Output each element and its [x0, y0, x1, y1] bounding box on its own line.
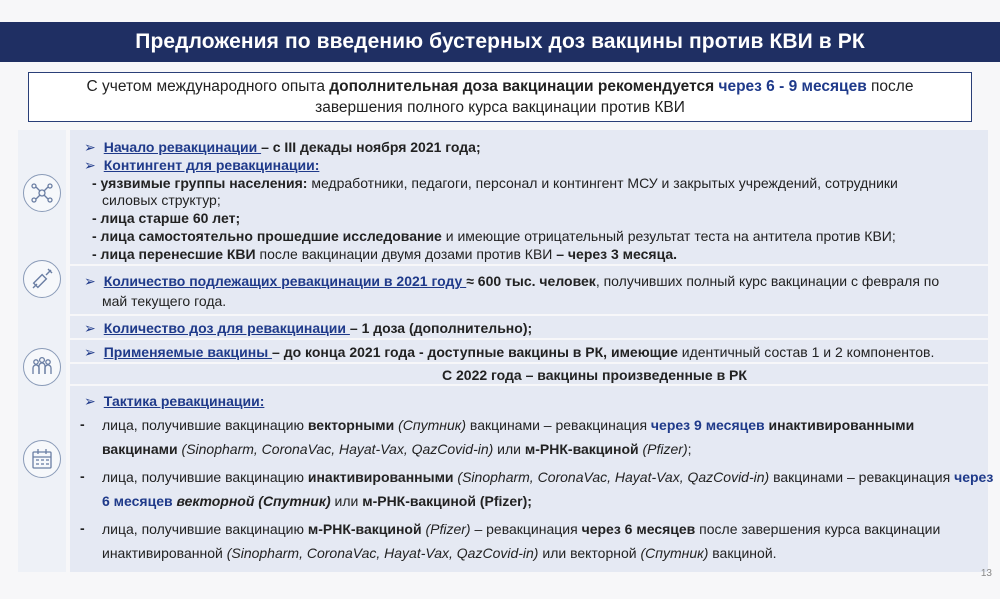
- tactic-2-line-1: [102, 468, 993, 486]
- vuln-line: [92, 174, 898, 192]
- t3-a: лица, получившие вакцинацию: [102, 521, 308, 537]
- count-line: [84, 272, 939, 290]
- section-vaccines: [70, 340, 988, 362]
- start-line: [84, 138, 481, 156]
- t3-b: м-РНК-вакциной: [307, 521, 422, 537]
- section-count: [70, 266, 988, 314]
- research-label: - лица самостоятельно прошедшие исследование: [92, 228, 442, 244]
- intro-part: С учетом международного опыта: [86, 78, 330, 95]
- icon-column: [18, 130, 66, 572]
- t3-e: через 6 месяцев: [581, 521, 696, 537]
- covid-line: [92, 245, 677, 263]
- page-number: 13: [980, 568, 992, 579]
- t2-g: векторной (Спутник): [172, 493, 331, 509]
- contingent-line: [84, 156, 319, 174]
- crowd-icon: [23, 348, 61, 386]
- start-value: – с III декады ноября 2021 года;: [261, 139, 481, 155]
- intro-part: завершения полного курса вакцинации против КВИ: [315, 99, 685, 116]
- start-label: Начало ревакцинации: [103, 139, 262, 155]
- t1-j: м-РНК-вакциной: [524, 441, 639, 457]
- doses-line: [84, 319, 532, 337]
- t1-c: (Спутник): [394, 417, 467, 433]
- vaccines-text: идентичный состав 1 и 2 компонентов.: [677, 344, 935, 360]
- calendar-icon: [23, 440, 61, 478]
- bullet-icon: ➢: [84, 320, 96, 336]
- t3-k: вакциной.: [708, 545, 777, 561]
- t2-d: вакцинами – ревакцинация: [769, 469, 955, 485]
- tactics-label: Тактика ревакцинации:: [103, 393, 265, 409]
- vaccines-label: Применяемые вакцины: [103, 344, 273, 360]
- t1-f: инактивированными: [764, 417, 915, 433]
- t3-j: (Спутник): [640, 545, 709, 561]
- intro-part: через 6 - 9 месяцев: [718, 78, 867, 95]
- page-title: Предложения по введению бустерных доз вакцины против КВИ в РК: [135, 30, 865, 53]
- t1-a: лица, получившие вакцинацию: [102, 417, 308, 433]
- vaccines-value: – до конца 2021 года - доступные вакцины в РК, имеющие: [272, 344, 678, 360]
- vuln-label: - уязвимые группы населения:: [92, 175, 308, 191]
- section-doses: [70, 316, 988, 338]
- tactic-2-line-2: [102, 492, 532, 510]
- content-area: [70, 130, 994, 572]
- tactics-heading: [84, 392, 264, 410]
- t3-c: (Pfizer): [421, 521, 471, 537]
- bullet-icon: ➢: [84, 157, 96, 173]
- bullet-icon: ➢: [84, 139, 96, 155]
- t1-e: через 9 месяцев: [650, 417, 765, 433]
- t2-f: 6 месяцев: [102, 493, 173, 509]
- t2-h: или: [330, 493, 363, 509]
- people-network-icon: [23, 174, 61, 212]
- age-label: - лица старше 60 лет;: [92, 210, 241, 226]
- section-start-contingent: [70, 130, 988, 264]
- t3-h: (Sinopharm, CoronaVac, Hayat-Vax, QazCovid-in): [222, 545, 539, 561]
- intro-text: [87, 76, 914, 118]
- t2-i: м-РНК-вакциной (Pfizer);: [362, 493, 532, 509]
- tactic-3-line-1: [102, 520, 940, 538]
- count-text-2: май текущего года.: [102, 293, 227, 309]
- t1-h: (Sinopharm, CoronaVac, Hayat-Vax, QazCovid-in): [177, 441, 494, 457]
- title-bar: [0, 22, 1000, 62]
- doses-value: – 1 доза (дополнительно);: [349, 320, 533, 336]
- vuln-line-2: [102, 191, 221, 209]
- count-label: Количество подлежащих ревакцинации в 2021 году: [103, 273, 467, 289]
- t2-e: через: [954, 469, 994, 485]
- t1-g: вакцинами: [102, 441, 178, 457]
- vuln-text: медработники, педагоги, персонал и контингент МСУ и закрытых учреждений, сотрудники: [307, 175, 898, 191]
- count-text: , получивших полный курс вакцинации с февраля по: [595, 273, 940, 289]
- bullet-icon: ➢: [84, 344, 96, 360]
- t1-k: (Pfizer): [638, 441, 688, 457]
- t1-d: вакцинами – ревакцинация: [466, 417, 651, 433]
- covid-text: после вакцинации двумя дозами против КВИ: [255, 246, 557, 262]
- age-line: [92, 209, 240, 227]
- line-2022: [442, 366, 747, 384]
- tactic-1-line-2: [102, 440, 692, 458]
- t3-f: после завершения курса вакцинации: [695, 521, 941, 537]
- dash-marker: -: [80, 468, 85, 484]
- intro-part: после: [866, 78, 914, 95]
- intro-box: [28, 72, 972, 122]
- t1-i: или: [493, 441, 525, 457]
- contingent-label: Контингент для ревакцинации:: [103, 157, 320, 173]
- dash-marker: -: [80, 520, 85, 536]
- bullet-icon: ➢: [84, 273, 96, 289]
- research-text: и имеющие отрицательный результат теста на антитела против КВИ;: [441, 228, 896, 244]
- vaccines-line: [84, 343, 934, 361]
- research-line: [92, 227, 896, 245]
- bullet-icon: ➢: [84, 393, 96, 409]
- tactic-1-line-1: [102, 416, 914, 434]
- count-line-2: [102, 292, 226, 310]
- syringe-icon: [23, 260, 61, 298]
- t3-i: или векторной: [538, 545, 641, 561]
- t2-c: (Sinopharm, CoronaVac, Hayat-Vax, QazCovid-in): [453, 469, 770, 485]
- t2-a: лица, получившие вакцинацию: [102, 469, 308, 485]
- tactic-3-line-2: [102, 544, 777, 562]
- t3-g: инактивированной: [102, 545, 223, 561]
- text-2022: С 2022 года – вакцины произведенные в РК: [442, 367, 747, 383]
- section-2022: [70, 364, 988, 384]
- doses-label: Количество доз для ревакцинации: [103, 320, 350, 336]
- t2-b: инактивированными: [307, 469, 454, 485]
- intro-part: дополнительная доза вакцинации рекомендуется: [329, 78, 715, 95]
- dash-marker: -: [80, 416, 85, 432]
- vuln-text-2: силовых структур;: [102, 192, 221, 208]
- t1-l: ;: [687, 441, 692, 457]
- covid-tail: – через 3 месяца.: [556, 246, 678, 262]
- count-approx: ≈ 600 тыс. человек: [466, 273, 596, 289]
- t3-d: – ревакцинация: [470, 521, 582, 537]
- covid-label: - лица перенесшие КВИ: [92, 246, 256, 262]
- section-tactics: [70, 386, 994, 572]
- t1-b: векторными: [307, 417, 395, 433]
